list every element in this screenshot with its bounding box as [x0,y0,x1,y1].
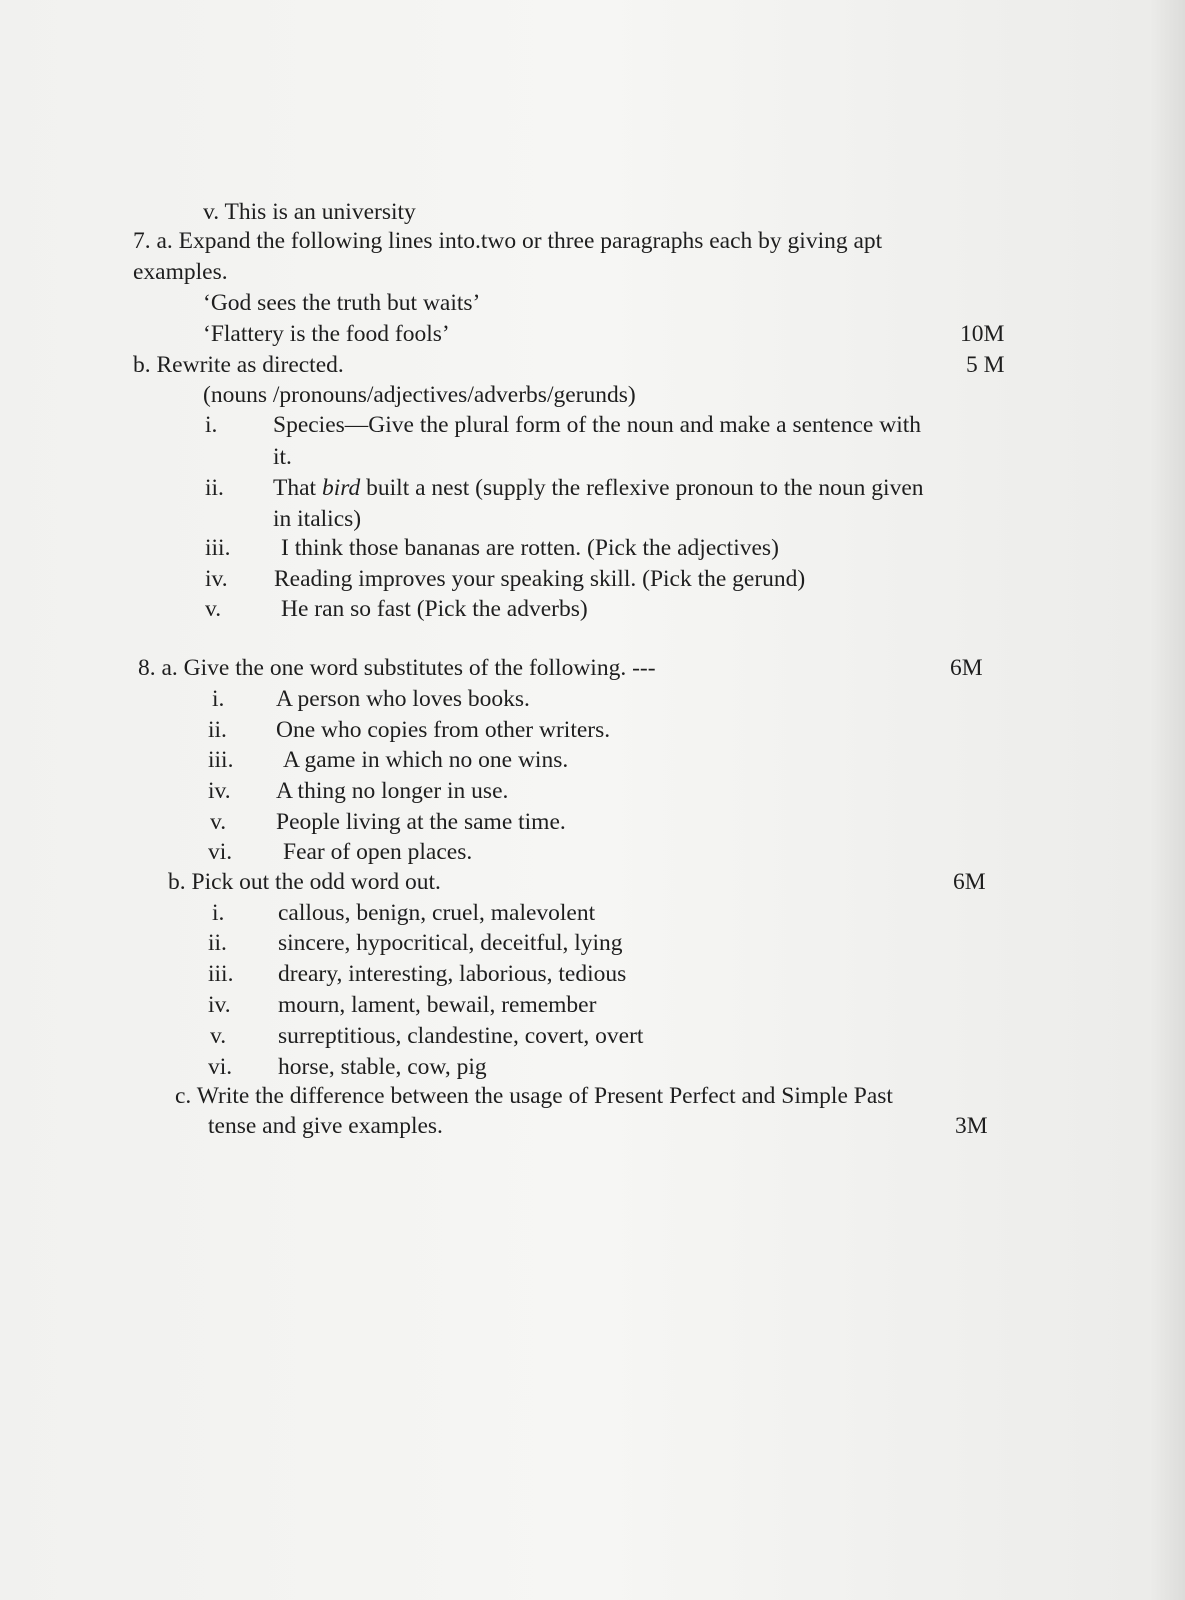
q8c-instruction: c. Write the difference between the usage of Present Perfect and Simple Past [175,1083,893,1109]
q8b-marks: 6M [953,869,986,895]
q8c-marks: 3M [955,1113,988,1139]
item-number: iv. [205,566,228,592]
q8b-item-text: mourn, lament, bewail, remember [278,992,597,1018]
q7a-quote-1: ‘God sees the truth but waits’ [203,290,481,316]
item-number: v. [210,809,227,835]
q7b-marks: 5 M [966,352,1005,378]
q7b-item-text-cont: in italics) [273,506,362,532]
q8a-item-text: A person who loves books. [276,686,530,712]
q7a-marks: 10M [960,321,1005,347]
q7b-item-text [273,473,924,503]
q8b-item-text: horse, stable, cow, pig [278,1054,487,1080]
item-number: iv. [208,992,231,1018]
item-number: iii. [208,961,234,987]
item-number: vi. [208,839,233,865]
q8b-item-text: callous, benign, cruel, malevolent [278,900,596,926]
q7b-note: (nouns /pronouns/adjectives/adverbs/gerunds) [203,382,636,408]
q7a-quote-2: ‘Flattery is the food fools’ [203,321,450,347]
q8b-item-text: dreary, interesting, laborious, tedious [278,961,627,987]
q8a-item-text: Fear of open places. [283,839,473,865]
item-number: ii. [208,930,227,956]
q8b-item-text: surreptitious, clandestine, covert, overt [278,1023,644,1049]
q7a-instruction: 7. a. Expand the following lines into.two or three paragraphs each by giving apt [133,228,883,254]
item-number: vi. [208,1054,233,1080]
item-number: v. [205,596,222,622]
item-number: iv. [208,778,231,804]
q7b-item-text: He ran so fast (Pick the adverbs) [281,596,588,622]
q8a-item-text: People living at the same time. [276,809,566,835]
item-number: i. [212,900,225,926]
q8a-item-text: A thing no longer in use. [276,778,509,804]
q7b-item-text-cont: it. [273,444,292,470]
q6-item-v: v. This is an university [203,199,416,225]
q7b-item-text: Species—Give the plural form of the noun and make a sentence with [273,412,922,438]
italic-word: bird [321,475,361,501]
q8a-marks: 6M [950,655,983,681]
q7b-item-text: I think those bananas are rotten. (Pick the adjectives) [281,535,779,561]
item-number: i. [205,412,218,438]
item-number: iii. [208,747,234,773]
q7b-item-text: Reading improves your speaking skill. (Pick the gerund) [274,566,806,592]
q8a-title: 8. a. Give the one word substitutes of the following. --- [138,655,656,681]
q8b-item-text: sincere, hypocritical, deceitful, lying [278,930,623,956]
item-number: ii. [205,475,224,501]
item-number: v. [210,1023,227,1049]
item-number: ii. [208,717,227,743]
item-number: i. [212,686,225,712]
text: built a nest (supply the reflexive pronoun to the noun given [360,475,924,501]
item-number: iii. [205,535,231,561]
q8c-instruction-cont: tense and give examples. [208,1113,443,1139]
q8a-item-text: One who copies from other writers. [276,717,611,743]
q8a-item-text: A game in which no one wins. [283,747,569,773]
text: That [273,475,322,501]
q7a-instruction-cont: examples. [133,259,228,285]
q7b-title: b. Rewrite as directed. [133,352,344,378]
q8b-title: b. Pick out the odd word out. [168,869,441,895]
